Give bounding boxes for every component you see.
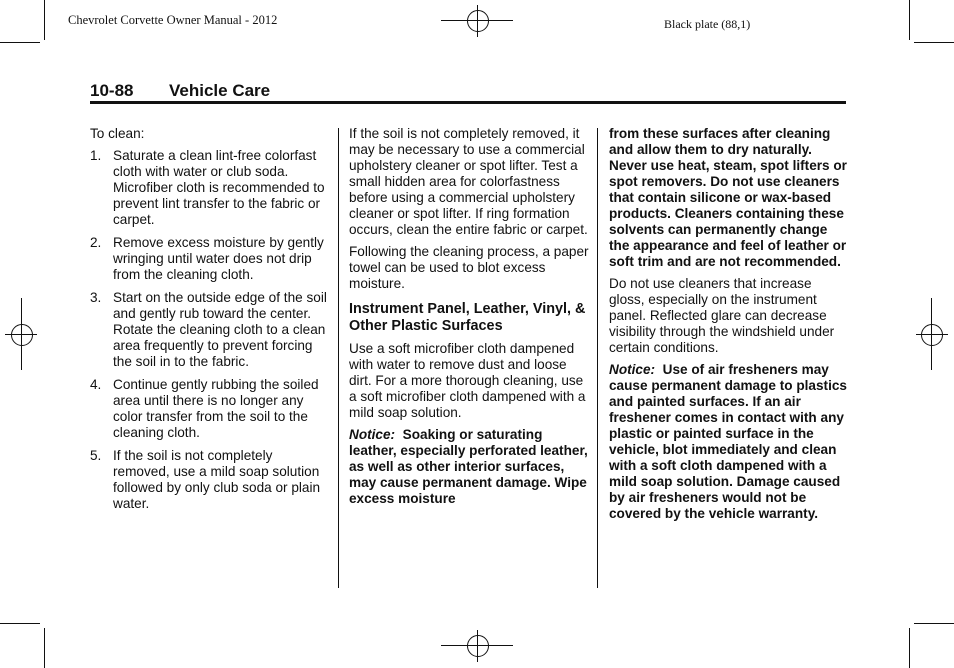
notice-text: Use of air fresheners may cause permanent damage to plastics and painted surfaces. If an air freshener comes in contact with any plastic or painted surface in the vehicle, blot immediately and clean with a soft cloth dampened with a mild soap solution. Damage caused by air fresheners would not be covered by the vehicle warranty.	[609, 362, 847, 521]
notice-continuation: from these surfaces after cleaning and allow them to dry naturally. Never use heat, steam, spot lifters or spot removers. Do not use cleaners that contain silicone or wax-based products. Cleaners containing these solvents can permanently change the appearance and feel of leather or soft trim and are not recommended.	[609, 126, 847, 269]
step-number: 1.	[90, 148, 102, 163]
crop-mark-bottom-right-h	[914, 623, 954, 624]
crop-mark-bottom-right-v	[909, 628, 910, 668]
list-item	[90, 448, 330, 512]
notice-label: Notice:	[609, 362, 656, 377]
paragraph: Following the cleaning process, a paper towel can be used to blot excess moisture.	[349, 244, 589, 291]
step-number: 2.	[90, 235, 102, 250]
step-number: 4.	[90, 377, 102, 392]
step-text: If the soil is not completely removed, use a mild soap solution followed by only club soda or plain water.	[113, 448, 321, 511]
step-text: Saturate a clean lint-free colorfast cloth with water or club soda. Microfiber cloth is recommended to prevent lint transfer to the fabric or carpet.	[113, 148, 325, 227]
notice-paragraph	[349, 427, 589, 507]
step-text: Continue gently rubbing the soiled area until there is no longer any color transfer from the soil to the cleaning cloth.	[113, 377, 319, 440]
crop-mark-bottom-left-h	[0, 623, 40, 624]
step-number: 3.	[90, 290, 102, 305]
document-title: Chevrolet Corvette Owner Manual - 2012	[68, 13, 278, 27]
column-divider	[338, 128, 339, 588]
crop-mark-top-right-v	[909, 0, 910, 40]
notice-text: Soaking or saturating leather, especially perforated leather, as well as other interior surfaces, may cause permanent damage. Wipe excess moisture	[349, 427, 588, 506]
crop-mark-top-right-h	[914, 42, 954, 43]
list-item	[90, 148, 330, 228]
list-item	[90, 235, 330, 283]
column-2	[349, 126, 589, 513]
notice-label: Notice:	[349, 427, 396, 442]
section-title: Vehicle Care	[169, 81, 271, 100]
paragraph: Use a soft microfiber cloth dampened with water to remove dust and loose dirt. For a more thorough cleaning, use a soft microfiber cloth dampened with a mild soap solution.	[349, 341, 586, 420]
list-item	[90, 377, 330, 441]
crop-mark-top-left-h	[0, 42, 40, 43]
notice-paragraph	[609, 362, 849, 522]
crop-mark-top-left-v	[44, 0, 45, 40]
header-rule	[90, 101, 846, 104]
column-divider	[597, 128, 598, 588]
step-text: Start on the outside edge of the soil and gently rub toward the center. Rotate the cleaning cloth to a clean area frequently to prevent forcing the soil in to the fabric.	[113, 290, 327, 369]
plate-label: Black plate (88,1)	[664, 17, 751, 31]
subsection-heading: Instrument Panel, Leather, Vinyl, & Other Plastic Surfaces	[349, 301, 586, 334]
crop-mark-bottom-left-v	[44, 628, 45, 668]
column-3	[609, 126, 849, 528]
intro-text: To clean:	[90, 126, 145, 141]
step-text: Remove excess moisture by gently wringing until water does not drip from the cleaning cloth.	[113, 235, 324, 282]
page-number: 10-88	[90, 81, 134, 100]
cleaning-steps	[90, 148, 330, 512]
list-item	[90, 290, 330, 370]
step-number: 5.	[90, 448, 102, 463]
paragraph: Do not use cleaners that increase gloss, especially on the instrument panel. Reflected glare can decrease visibility through the windshield under certain conditions.	[609, 276, 835, 355]
paragraph: If the soil is not completely removed, it may be necessary to use a commercial upholstery cleaner or spot lifter. Test a small hidden area for colorfastness before using a commercial upholstery cleaner or spot lifter. If ring formation occurs, clean the entire fabric or carpet.	[349, 126, 588, 237]
column-1	[90, 126, 330, 519]
